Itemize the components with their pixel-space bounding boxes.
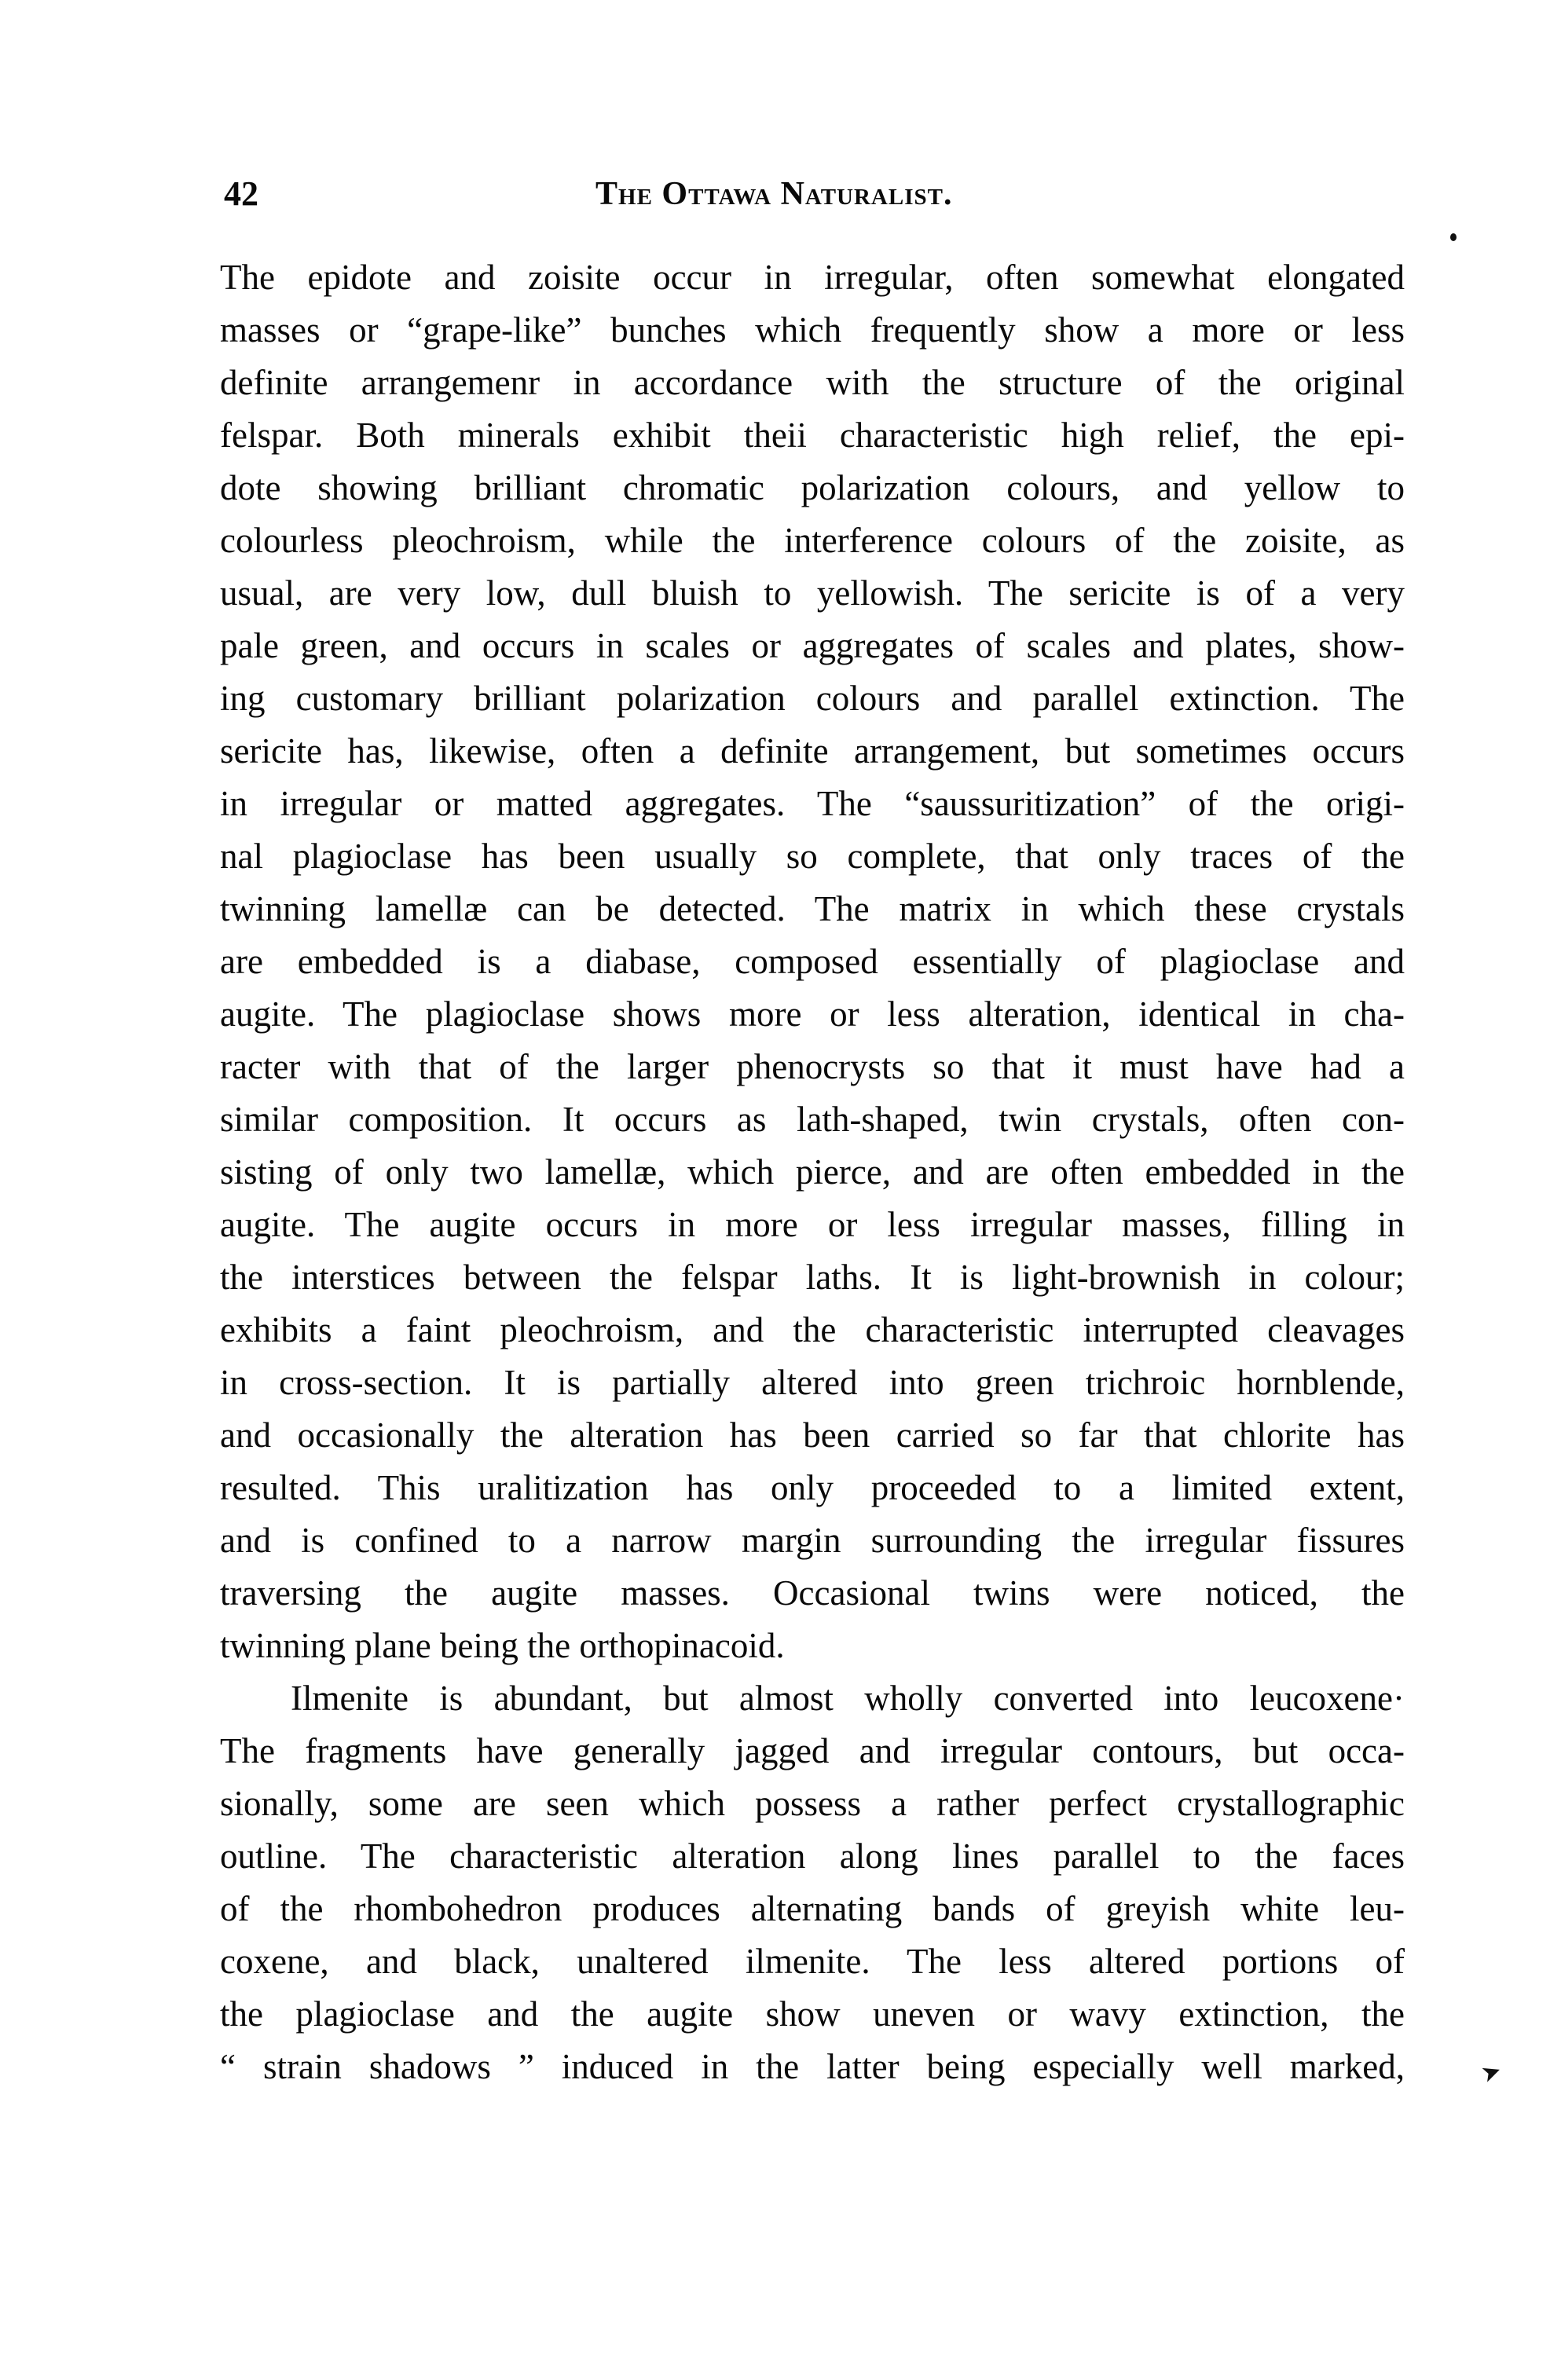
text-line: traversing the augite masses. Occasional twins were noticed, the [220,1573,1405,1613]
text-line: resulted. This uralitization has only proceeded to a limited extent, [220,1468,1405,1507]
text-line: twinning lamellæ can be detected. The matrix in which these crystals [220,889,1405,928]
text-line: sisting of only two lamellæ, which pierce, and are often embedded in the [220,1152,1405,1192]
text-line: The fragments have generally jagged and irregular contours, but occa- [220,1731,1405,1770]
text-line: masses or “grape-like” bunches which frequently show a more or less [220,310,1405,350]
text-line: definite arrangemenr in accordance with the structure of the original [220,363,1405,402]
speck-dot-icon [1450,233,1457,241]
text-line: and is confined to a narrow margin surrounding the irregular fissures [220,1521,1405,1560]
text-line: exhibits a faint pleochroism, and the characteristic interrupted cleavages [220,1310,1405,1349]
text-line: sericite has, likewise, often a definite arrangement, but sometimes occurs [220,731,1405,771]
text-line: of the rhombohedron produces alternating bands of greyish white leu- [220,1889,1405,1928]
text-line: “ strain shadows ” induced in the latter being especially well marked, [220,2047,1405,2086]
text-line: felspar. Both minerals exhibit theii characteristic high relief, the epi- [220,416,1405,455]
text-line: are embedded is a diabase, composed essentially of plagioclase and [220,942,1405,981]
page-number: 42 [224,174,258,213]
text-line: The epidote and zoisite occur in irregular, often somewhat elongated [220,258,1405,297]
text-line-paragraph-end: twinning plane being the orthopinacoid. [220,1626,785,1665]
text-line: coxene, and black, unaltered ilmenite. The less altered portions of [220,1942,1405,1981]
text-line: in cross-section. It is partially altered into green trichroic hornblende, [220,1363,1405,1402]
text-line: racter with that of the larger phenocrysts so that it must have had a [220,1047,1405,1086]
text-line: similar composition. It occurs as lath-shaped, twin crystals, often con- [220,1100,1405,1139]
text-line: and occasionally the alteration has been carried so far that chlorite has [220,1415,1405,1455]
text-line: usual, are very low, dull bluish to yellowish. The sericite is of a very [220,573,1405,613]
text-line: the interstices between the felspar laths. It is light-brownish in colour; [220,1258,1405,1297]
text-line: pale green, and occurs in scales or aggregates of scales and plates, show- [220,626,1405,665]
running-title: The Ottawa Naturalist. [595,176,953,212]
text-line: outline. The characteristic alteration along lines parallel to the faces [220,1836,1405,1876]
text-line: the plagioclase and the augite show uneven or wavy extinction, the [220,1994,1405,2034]
text-line: sionally, some are seen which possess a rather perfect crystallographic [220,1784,1405,1823]
text-line-paragraph-start: Ilmenite is abundant, but almost wholly converted into leucoxene· [291,1679,1405,1718]
text-line: ing customary brilliant polarization colours and parallel extinction. The [220,679,1405,718]
text-line: colourless pleochroism, while the interference colours of the zoisite, as [220,521,1405,560]
text-line: augite. The plagioclase shows more or less alteration, identical in cha- [220,994,1405,1034]
text-line: dote showing brilliant chromatic polarization colours, and yellow to [220,468,1405,507]
text-line: nal plagioclase has been usually so complete, that only traces of the [220,837,1405,876]
text-line: in irregular or matted aggregates. The “saussuritization” of the origi- [220,784,1405,823]
margin-arrow-mark-icon: ➤ [1477,2056,1505,2089]
text-line: augite. The augite occurs in more or less irregular masses, filling in [220,1205,1405,1244]
